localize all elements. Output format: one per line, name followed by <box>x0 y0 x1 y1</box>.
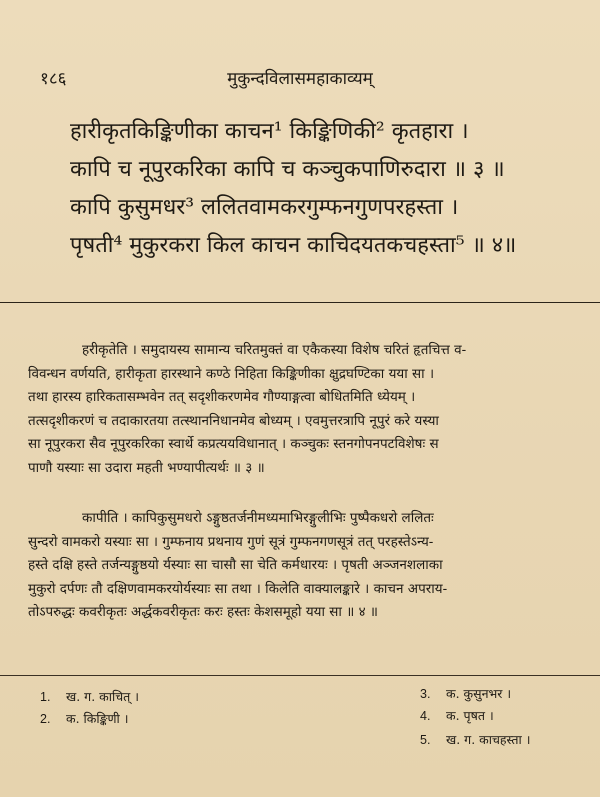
footnote-3 <box>420 685 511 702</box>
verse-block <box>70 113 590 265</box>
footnotes <box>0 685 600 797</box>
footnote-number: 1. <box>40 690 51 704</box>
footnote-1 <box>40 688 139 705</box>
verse-line: कापि च नूपुरकरिका कापि च कञ्चुकपाणिरुदारा ॥ ३ ॥ <box>70 157 505 182</box>
verse-line: पृषती⁴ मुकुरकरा किल काचन काचिदयतकचहस्ता⁵ ॥ ४॥ <box>70 233 517 258</box>
page-number: १८६ <box>40 69 67 89</box>
commentary-paragraph-1 <box>28 339 580 480</box>
commentary-line: पाणौ यस्याः सा उदारा महती भण्यापीत्यर्थः ॥ ३ ॥ <box>28 459 265 476</box>
verse-line: कापि कुसुमधर³ ललितवामकरगुम्फनगुणपरहस्ता । <box>70 195 459 220</box>
footnote-text: क. किङ्किणी । <box>65 711 129 726</box>
verse-line: हारीकृतकिङ्किणीका काचन¹ किङ्किणिकी² कृतहारा । <box>70 119 469 144</box>
page-header <box>0 66 600 90</box>
footnote-5 <box>420 731 531 748</box>
footnote-number: 5. <box>420 733 431 747</box>
footnote-number: 2. <box>40 712 51 726</box>
commentary-line: मुकुरो दर्पणः तौ दक्षिणवामकरयोर्यस्याः सा तथा । किलेति वाक्यालङ्कारे । काचन अपराय- <box>28 580 448 597</box>
footnote-4 <box>420 707 494 724</box>
commentary-paragraph-2 <box>28 507 580 625</box>
commentary-line: हस्ते दक्षि हस्ते तर्जन्यङ्गुष्ठयो र्यस्याः सा चासौ सा चेति कर्मधारयः । पृषती अञ्जनशलाका <box>28 557 443 573</box>
footnote-2 <box>40 710 129 727</box>
footnote-number: 3. <box>420 687 431 701</box>
commentary-line: तोऽपरुद्धः कवरीकृतः अर्द्धकवरीकृतः करः हस्तः केशसमूहो यया सा ॥ ४ ॥ <box>28 604 378 620</box>
running-title: मुकुन्दविलासमहाकाव्यम् <box>227 69 373 89</box>
commentary-line: कापीति । कापिकुसुमधरो ऽङ्गुष्ठतर्जनीमध्यमाभिरङ्गुलीभिः पुष्पैकधरो ललितः <box>82 510 434 526</box>
commentary-line: तत्सदृशीकरणं च तदाकारतया तत्स्थाननिधानमेव बोध्यम् । एवमुत्तरत्रापि नूपुरं करे यस्या <box>28 412 439 429</box>
commentary-line: हरीकृतेति । समुदायस्य सामान्य चरितमुक्तं वा एकैकस्या विशेष चरितं हृतचित्त व- <box>82 342 467 358</box>
commentary-line: विवन्धन वर्णयति, हारीकृता हारस्थाने कण्ठे निहिता किङ्किणीका क्षुद्रघण्टिका यया सा । <box>28 365 435 382</box>
section-divider <box>0 302 600 303</box>
footnote-text: क. कुसुनभर । <box>445 686 512 701</box>
footnote-text: ख. ग. काचहस्ता । <box>445 732 531 747</box>
footnote-number: 4. <box>420 709 431 723</box>
footnote-text: क. पृषत । <box>445 708 494 723</box>
footnote-divider <box>0 675 600 676</box>
commentary-line: तथा हारस्य हारिकतासम्भवेन तत् सदृशीकरणमेव गौण्याङ्गत्वा बोधितमिति ध्येयम् । <box>28 389 416 405</box>
footnote-text: ख. ग. काचित् । <box>65 689 139 704</box>
commentary-line: सा नूपुरकरा सैव नूपुरकरिका स्वार्थे कप्रत्ययविधानात् । कञ्चुकः स्तनगोपनपटविशेषः स <box>28 436 439 452</box>
commentary-line: सुन्दरो वामकरो यस्याः सा । गुम्फनाय प्रथनाय गुणं सूत्रं गुम्फनगणसूत्रं तत् परहस्तेऽन्य- <box>28 533 434 550</box>
